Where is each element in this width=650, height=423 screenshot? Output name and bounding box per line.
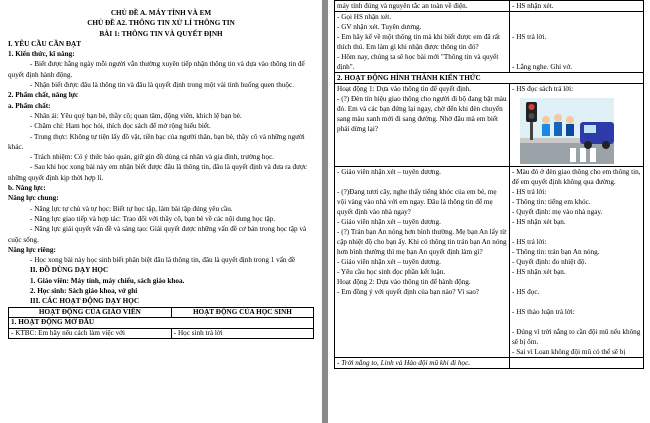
paragraph: - Chăm chỉ: Ham học hỏi, thích đọc sách để mở rộng hiểu biết. <box>30 122 211 131</box>
section-knowledge: 2. HOẠT ĐỘNG HÌNH THÀNH KIẾN THỨC <box>335 73 644 84</box>
paragraph: III. CÁC HOẠT ĐỘNG DẠY HỌC <box>30 297 140 306</box>
paragraph: b. Năng lực: <box>8 184 46 193</box>
right-page <box>328 0 650 423</box>
student-answer: - HS đọc sách trả lời: <box>512 85 574 93</box>
cell-teacher: máy tính đúng và nguyên tắc an toàn về điện. <box>335 1 510 12</box>
section-opening: 1. HOẠT ĐỘNG MỞ ĐẦU <box>9 318 314 329</box>
activity-table-left <box>8 307 314 340</box>
paragraph: - Nhận biết được đâu là thông tin và đâu là quyết định trong một vài tình huống quen thuộc. <box>30 81 295 90</box>
doc-title-3: BÀI 1: THÔNG TIN VÀ QUYẾT ĐỊNH <box>99 29 223 38</box>
header-teacher: HOẠT ĐỘNG CỦA GIÁO VIÊN <box>9 307 172 318</box>
left-body <box>8 39 314 307</box>
cell-teacher: Hoạt động 1: Dựa vào thông tin để quyết định. - (?) Đèn tín hiệu giao thông cho người đi bộ đang bật màu đỏ. Em và các bạn đứng lại ngay, chờ đến khi đèn chuyển sang màu xanh mới đi sang đường. Nhờ đâu mà em biết phải dừng lại? <box>335 84 510 167</box>
paragraph: II. ĐỒ DÙNG DẠY HỌC <box>30 266 109 275</box>
cell-student <box>510 358 644 369</box>
paragraph: - Năng lực tự chủ và tự học: Biết tự học tập, làm bài tập đúng yêu cầu. <box>30 204 233 213</box>
paragraph: - Trách nhiệm: Có ý thức bảo quản, giữ gìn đồ dùng cá nhân và gia đình, trường học. <box>30 153 275 162</box>
paragraph: - Năng lực giao tiếp và hợp tác: Trao đổi với thầy cô, bạn bè về các nội dung học tập. <box>30 214 276 223</box>
paragraph: Năng lực chung: <box>8 194 59 203</box>
cell-student <box>510 84 644 167</box>
cell-teacher: - KTBC: Em hãy nêu cách làm việc với <box>9 328 172 339</box>
cell-student: - HS nhận xét. <box>510 1 644 12</box>
activity-table-right <box>334 0 644 369</box>
cell-teacher: - Gọi HS nhận xét. - GV nhận xét. Tuyên dương. - Em hãy kể về một thông tin mà khi biết được em đã rất thích thú. Em làm gì khi nhận được thông tin đó? - Hôm nay, chúng ta sẽ học bài mới "Thông tin và quyết định". <box>335 12 510 73</box>
paragraph: 2. Phẩm chất, năng lực <box>8 91 79 100</box>
cell-student: - HS trả lời. - Lắng nghe. Ghi vở. <box>510 12 644 73</box>
paragraph: - Năng lực giải quyết vấn đề và sáng tạo: Giải quyết được những vấn đề cơ bản trong học tập và cuộc sống. <box>8 225 307 244</box>
paragraph: - Biết được hằng ngày mỗi người vẫn thường xuyên tiếp nhận thông tin và dựa vào thông tin để quyết định hành động. <box>8 60 305 79</box>
paragraph: 1. Kiến thức, kĩ năng: <box>8 50 75 59</box>
paragraph: - Trung thực: Không tự tiện lấy đồ vật, tiền bạc của người thân, bạn bè, thầy cô và những người khác. <box>8 132 305 151</box>
paragraph: 2. Học sinh: Sách giáo khoa, vở ghi <box>30 287 138 296</box>
doc-title-2: CHỦ ĐỀ A2. THÔNG TIN XỬ LÍ THÔNG TIN <box>87 19 235 28</box>
cell-teacher: - Trời nắng to, Linh và Hảo đội mũ khi đi học. <box>335 358 510 369</box>
cell-teacher: - Giáo viên nhận xét – tuyên dương. - (?)Đang tươi cây, nghe thấy tiếng khóc của em bé, mẹ vội vàng vào nhà với em ngay. Đâu là thông tin để mẹ quyết định vào nhà ngay? - Giáo viên nhận xét – tuyên dương. - (?) Trán bạn An nóng hơn bình thường. Mẹ bạn An lấy từ cặp nhiệt độ cho bạn ấy. Khi có thông tin trán bạn An nóng hơn bình thường thì mẹ bạn An quyết định làm gì? - Giáo viên nhận xét – tuyên dương. - Yêu cầu học sinh đọc phần kết luận. Hoạt động 2: Dựa vào thông tin để hành động. - Em đồng ý với quyết định của bạn nào? Vì sao? <box>335 167 510 358</box>
cell-student: - Màu đỏ ở đèn giao thông cho em thông tin, để em quyết định không qua đường. - HS trả lời: - Thông tin: tiếng em khóc. - Quyết định: mẹ vào nhà ngay. - HS nhận xét bạn. - HS trả lời: - Thông tin: trán bạn An nóng. - Quyết định: đo nhiệt độ. - HS nhận xét bạn. - HS đọc. - HS thảo luận trả lời: - Đúng vì trời nắng to cần đội mũ nếu không sẽ bị ốm. - Sai vì Loan không đội mũ có thể sẽ bị <box>510 167 644 358</box>
cell-student: - Học sinh trả lời <box>171 328 313 339</box>
traffic-light-illustration <box>520 98 614 164</box>
header-student: HOẠT ĐỘNG CỦA HỌC SINH <box>171 307 313 318</box>
paragraph: I. YÊU CẦU CẦN ĐẠT <box>8 39 82 48</box>
paragraph: Năng lực riêng: <box>8 245 56 254</box>
paragraph: a. Phẩm chất: <box>8 101 51 110</box>
paragraph: - Sau khi học xong bài này em nhận biết được đâu là thông tin, đâu là quyết định và đưa ra được những quyết định kịp thời hợp lí. <box>8 163 307 182</box>
paragraph: - Học xong bài này học sinh biết phân biệt đâu là thông tin, đâu là quyết định trong 1 vấn đề <box>30 256 296 265</box>
doc-title-1: CHỦ ĐỀ A. MÁY TÍNH VÀ EM <box>110 9 212 17</box>
left-page <box>0 0 322 423</box>
paragraph: - Nhân ái: Yêu quý bạn bè, thầy cô; quan tâm, động viên, khích lệ bạn bè. <box>30 111 242 120</box>
paragraph: 1. Giáo viên: Máy tính, máy chiếu, sách giáo khoa. <box>30 276 185 285</box>
